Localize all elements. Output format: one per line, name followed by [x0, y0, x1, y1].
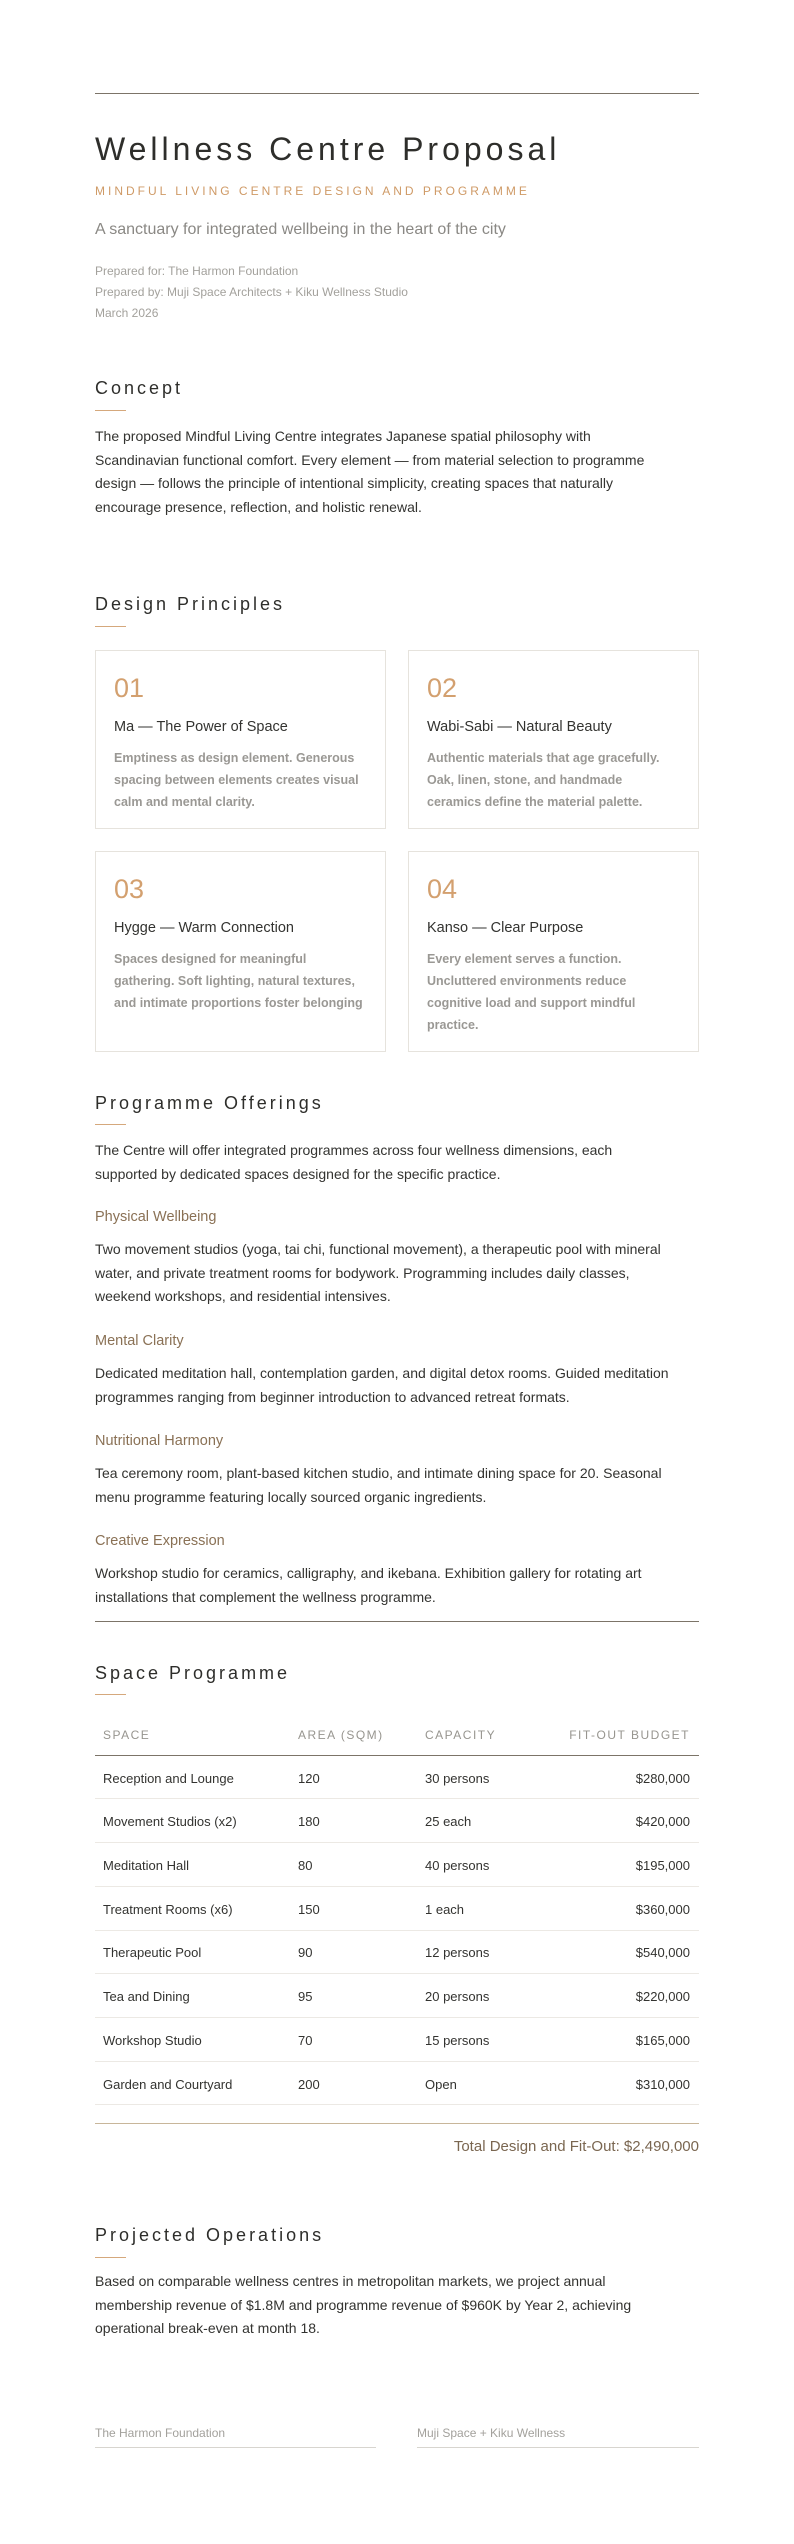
table-cell-capacity: 1 each	[425, 1902, 465, 1917]
total-rule	[95, 2123, 699, 2124]
table-row-rule	[95, 1886, 699, 1887]
top-rule	[95, 93, 699, 94]
table-cell-capacity: 12 persons	[425, 1945, 490, 1960]
prepared-by: Prepared by: Muji Space Architects + Kiku Wellness Studio	[95, 285, 408, 299]
table-cell-budget: $220,000	[635, 1989, 690, 2004]
table-header-area: AREA (SQM)	[298, 1728, 384, 1742]
principle-title: Kanso — Clear Purpose	[427, 920, 584, 936]
table-row-rule	[95, 1930, 699, 1931]
programme-accent-rule	[95, 1124, 126, 1125]
table-cell-capacity: 15 persons	[425, 2033, 490, 2048]
table-cell-budget: $195,000	[635, 1858, 690, 1873]
principle-number: 03	[114, 874, 145, 904]
principle-title: Wabi-Sabi — Natural Beauty	[427, 719, 612, 735]
signature-left-label: The Harmon Foundation	[95, 2426, 226, 2440]
prepared-for: Prepared for: The Harmon Foundation	[95, 264, 299, 278]
programme-section-title: Nutritional Harmony	[95, 1433, 224, 1449]
document-subtitle: MINDFUL LIVING CENTRE DESIGN AND PROGRAMME	[95, 184, 530, 198]
table-cell-space: Meditation Hall	[103, 1858, 189, 1873]
principle-number: 04	[427, 874, 458, 904]
table-cell-space: Tea and Dining	[103, 1989, 190, 2004]
table-cell-area: 180	[298, 1814, 320, 1829]
table-cell-capacity: 30 persons	[425, 1771, 490, 1786]
table-cell-capacity: Open	[425, 2077, 457, 2092]
programme-section-text: Tea ceremony room, plant-based kitchen studio, and intimate dining space for 20. Seasonal menu programme featuring locally sourced organic ingredients.	[95, 1465, 662, 1505]
table-row-rule	[95, 1973, 699, 1974]
table-header-rule	[95, 1755, 699, 1756]
table-cell-space: Treatment Rooms (x6)	[103, 1902, 233, 1917]
signature-left-line	[95, 2447, 376, 2448]
table-cell-capacity: 25 each	[425, 1814, 472, 1829]
programme-section-title: Creative Expression	[95, 1533, 225, 1549]
operations-heading: Projected Operations	[95, 2225, 325, 2245]
table-cell-budget: $540,000	[635, 1945, 690, 1960]
table-cell-area: 150	[298, 1902, 320, 1917]
operations-paragraph: Based on comparable wellness centres in metropolitan markets, we project annual membership revenue of $1.8M and programme revenue of $960K by Year 2, achieving operational break-even at month 18.	[95, 2273, 632, 2336]
principle-title: Hygge — Warm Connection	[114, 920, 294, 936]
principle-number: 01	[114, 673, 145, 703]
total-budget: Total Design and Fit-Out: $2,490,000	[453, 2138, 699, 2155]
principle-description: Every element serves a function. Uncluttered environments reduce cognitive load and support mindful practice.	[427, 952, 636, 1032]
table-cell-area: 120	[298, 1771, 320, 1786]
principles-accent-rule	[95, 626, 126, 627]
principle-number: 02	[427, 673, 458, 703]
document-title: Wellness Centre Proposal	[95, 131, 561, 167]
table-cell-capacity: 20 persons	[425, 1989, 490, 2004]
table-header-space: SPACE	[103, 1728, 151, 1742]
programme-section-title: Mental Clarity	[95, 1333, 184, 1349]
section-divider	[95, 1621, 699, 1622]
principle-card	[408, 650, 699, 829]
principle-description: Emptiness as design element. Generous spacing between elements creates visual calm and mental clarity.	[114, 751, 359, 809]
table-cell-space: Movement Studios (x2)	[103, 1814, 237, 1829]
table-cell-budget: $420,000	[635, 1814, 690, 1829]
document-tagline: A sanctuary for integrated wellbeing in the heart of the city	[95, 221, 506, 238]
table-row-rule	[95, 2061, 699, 2062]
table-row-rule	[95, 2104, 699, 2105]
table-header-budget: FIT-OUT BUDGET	[569, 1728, 690, 1742]
concept-heading: Concept	[95, 378, 184, 398]
table-row-rule	[95, 1798, 699, 1799]
programme-heading: Programme Offerings	[95, 1093, 324, 1113]
programme-section-text: Dedicated meditation hall, contemplation garden, and digital detox rooms. Guided meditation programmes ranging from beginner introduction to advanced retreat formats.	[95, 1365, 669, 1405]
principle-description: Spaces designed for meaningful gathering. Soft lighting, natural textures, and intimate proportions foster belonging	[114, 952, 363, 1010]
space-accent-rule	[95, 1694, 126, 1695]
table-cell-area: 70	[298, 2033, 313, 2048]
table-cell-space: Reception and Lounge	[103, 1771, 234, 1786]
signature-right-label: Muji Space + Kiku Wellness	[417, 2426, 566, 2440]
principle-card	[408, 851, 699, 1052]
table-cell-budget: $280,000	[635, 1771, 690, 1786]
table-cell-space: Therapeutic Pool	[103, 1945, 202, 1960]
table-cell-space: Garden and Courtyard	[103, 2077, 233, 2092]
table-cell-area: 95	[298, 1989, 313, 2004]
table-row-rule	[95, 2017, 699, 2018]
table-cell-budget: $165,000	[635, 2033, 690, 2048]
concept-paragraph: The proposed Mindful Living Centre integrates Japanese spatial philosophy with Scandinavian functional comfort. Every element — from material selection to programme design — follows the principle of intentional simplicity, creating spaces that naturally encourage presence, reflection, and holistic renewal.	[95, 428, 645, 515]
table-cell-budget: $310,000	[635, 2077, 690, 2092]
table-cell-budget: $360,000	[635, 1902, 690, 1917]
table-cell-space: Workshop Studio	[103, 2033, 202, 2048]
table-cell-area: 200	[298, 2077, 320, 2092]
principle-title: Ma — The Power of Space	[114, 719, 288, 735]
table-header-capacity: CAPACITY	[425, 1728, 497, 1742]
concept-accent-rule	[95, 410, 126, 411]
table-cell-area: 90	[298, 1945, 313, 1960]
document-date: March 2026	[95, 306, 159, 320]
principle-description: Authentic materials that age gracefully. Oak, linen, stone, and handmade ceramics define the material palette.	[427, 751, 660, 809]
space-heading: Space Programme	[95, 1663, 291, 1683]
programme-section-text: Two movement studios (yoga, tai chi, functional movement), a therapeutic pool with mineral water, and private treatment rooms for bodywork. Programming includes daily classes, weekend workshops, and residential intensives.	[95, 1241, 661, 1304]
programme-intro: The Centre will offer integrated programmes across four wellness dimensions, each supported by dedicated spaces designed for the specific practice.	[95, 1142, 613, 1182]
programme-section-title: Physical Wellbeing	[95, 1209, 217, 1225]
principle-card	[95, 650, 386, 829]
programme-section-text: Workshop studio for ceramics, calligraphy, and ikebana. Exhibition gallery for rotating art installations that complement the wellness programme.	[95, 1565, 642, 1605]
principle-card	[95, 851, 386, 1052]
operations-accent-rule	[95, 2257, 126, 2258]
table-cell-area: 80	[298, 1858, 313, 1873]
principles-heading: Design Principles	[95, 594, 286, 614]
table-row-rule	[95, 1842, 699, 1843]
table-cell-capacity: 40 persons	[425, 1858, 490, 1873]
signature-right-line	[417, 2447, 699, 2448]
